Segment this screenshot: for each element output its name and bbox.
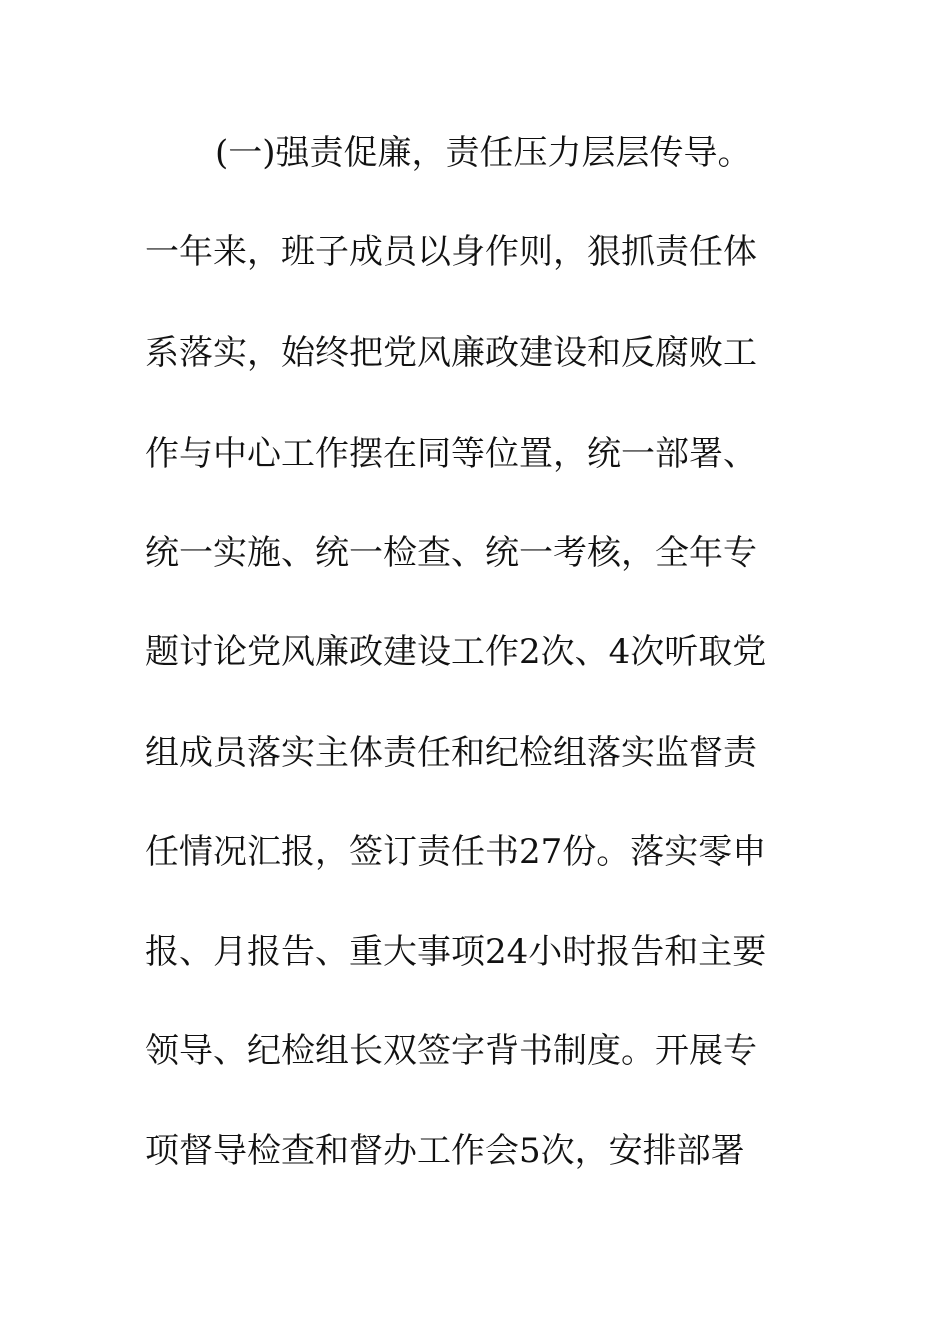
paragraph-line: 系落实，始终把党风廉政建设和反腐败工 [145, 333, 757, 373]
section-heading: (一)强责促廉，责任压力层层传导。 [215, 133, 752, 173]
paragraph-line: 报、月报告、重大事项24小时报告和主要 [145, 932, 767, 972]
paragraph-line: 领导、纪检组长双签字背书制度。开展专 [145, 1031, 757, 1071]
paragraph-line: 组成员落实主体责任和纪检组落实监督责 [145, 733, 757, 773]
paragraph-line: 项督导检查和督办工作会5次，安排部署 [145, 1131, 745, 1171]
paragraph-line: 题讨论党风廉政建设工作2次、4次听取党 [145, 632, 767, 672]
paragraph-line: 统一实施、统一检查、统一考核，全年专 [145, 533, 757, 573]
paragraph-line: 作与中心工作摆在同等位置，统一部署、 [145, 434, 757, 474]
paragraph-line: 任情况汇报，签订责任书27份。落实零申 [145, 832, 767, 872]
paragraph-line: 一年来，班子成员以身作则，狠抓责任体 [145, 232, 757, 272]
